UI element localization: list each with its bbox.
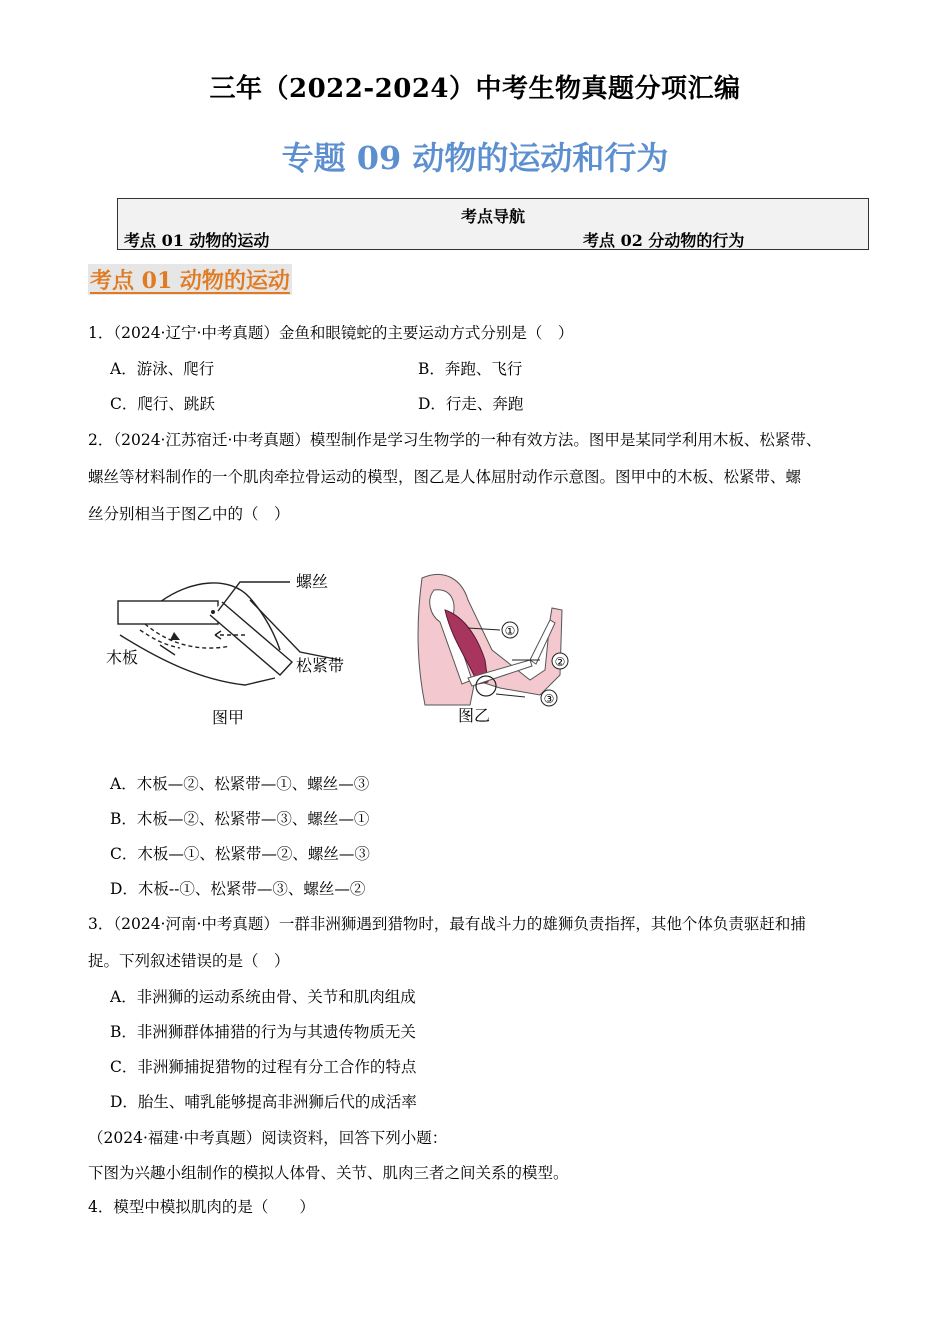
question-3-option-a: A．非洲狮的运动系统由骨、关节和肌肉组成 [110,988,416,1006]
material-intro: （2024·福建·中考真题）阅读资料，回答下列小题： [88,1129,448,1147]
question-3-option-c: C．非洲狮捕捉猎物的过程有分工合作的特点 [110,1058,417,1076]
question-3-stem-line-1: 3．（2024·河南·中考真题）一群非洲狮遇到猎物时，最有战斗力的雄狮负责指挥，其他个体负责驱赶和捕 [88,915,806,933]
question-3-option-d: D．胎生、哺乳能够提高非洲狮后代的成活率 [110,1093,417,1111]
caption-jia: 图甲 [212,708,245,727]
screw-dot [211,610,215,614]
question-2-option-c: C．木板—①、松紧带—②、螺丝—③ [110,845,370,863]
marker-1: ① [504,624,516,638]
question-1-option-c: C．爬行、跳跃 [110,395,215,413]
question-1-option-d: D．行走、奔跑 [418,395,524,413]
question-2-stem-line-1: 2．（2024·江苏宿迁·中考真题）模型制作是学习生物学的一种有效方法。图甲是某同学利用木板、松紧带、 [88,431,822,449]
label-luosi: 螺丝 [296,572,329,591]
nav-item-topic-02[interactable]: 考点 02 分动物的行为 [583,231,745,250]
question-1-option-a: A．游泳、爬行 [110,360,215,378]
document-title: 三年（2022-2024）中考生物真题分项汇编 [209,74,741,104]
question-2-stem-line-2: 螺丝等材料制作的一个肌肉牵拉骨运动的模型，图乙是人体屈肘动作示意图。图甲中的木板、松紧带、螺 [88,468,802,486]
question-2-option-a: A．木板—②、松紧带—①、螺丝—③ [110,775,370,793]
question-4-stem: 4．模型中模拟肌肉的是（ ） [88,1198,315,1216]
question-1-option-b: B．奔跑、飞行 [418,360,523,378]
marker-3: ③ [543,692,555,706]
question-3-option-b: B．非洲狮群体捕猎的行为与其遗传物质无关 [110,1023,416,1041]
caption-yi: 图乙 [458,706,491,725]
topic-title: 专题 09 动物的运动和行为 [281,139,669,177]
question-2-option-d: D．木板--①、松紧带—③、螺丝—② [110,880,366,898]
nav-item-topic-01[interactable]: 考点 01 动物的运动 [124,231,270,250]
question-2-stem-line-3: 丝分别相当于图乙中的（ ） [88,505,290,523]
topic-navigation-box [117,198,869,250]
muscle-model-diagram [100,560,570,735]
section-heading-topic-01: 考点 01 动物的运动 [88,264,292,295]
label-songjindai: 松紧带 [296,656,345,675]
question-2-option-b: B．木板—②、松紧带—③、螺丝—① [110,810,370,828]
marker-2: ② [554,655,566,669]
arrow-marker [170,632,180,640]
nav-heading: 考点导航 [460,207,525,226]
label-muban: 木板 [106,648,139,667]
figure-yi-arm-diagram [418,574,562,705]
question-1-stem: 1．（2024·辽宁·中考真题）金鱼和眼镜蛇的主要运动方式分别是（ ） [88,324,574,342]
material-text: 下图为兴趣小组制作的模拟人体骨、关节、肌肉三者之间关系的模型。 [88,1164,569,1182]
question-3-stem-line-2: 捉。下列叙述错误的是（ ） [88,952,290,970]
question-2-figure [100,560,570,735]
